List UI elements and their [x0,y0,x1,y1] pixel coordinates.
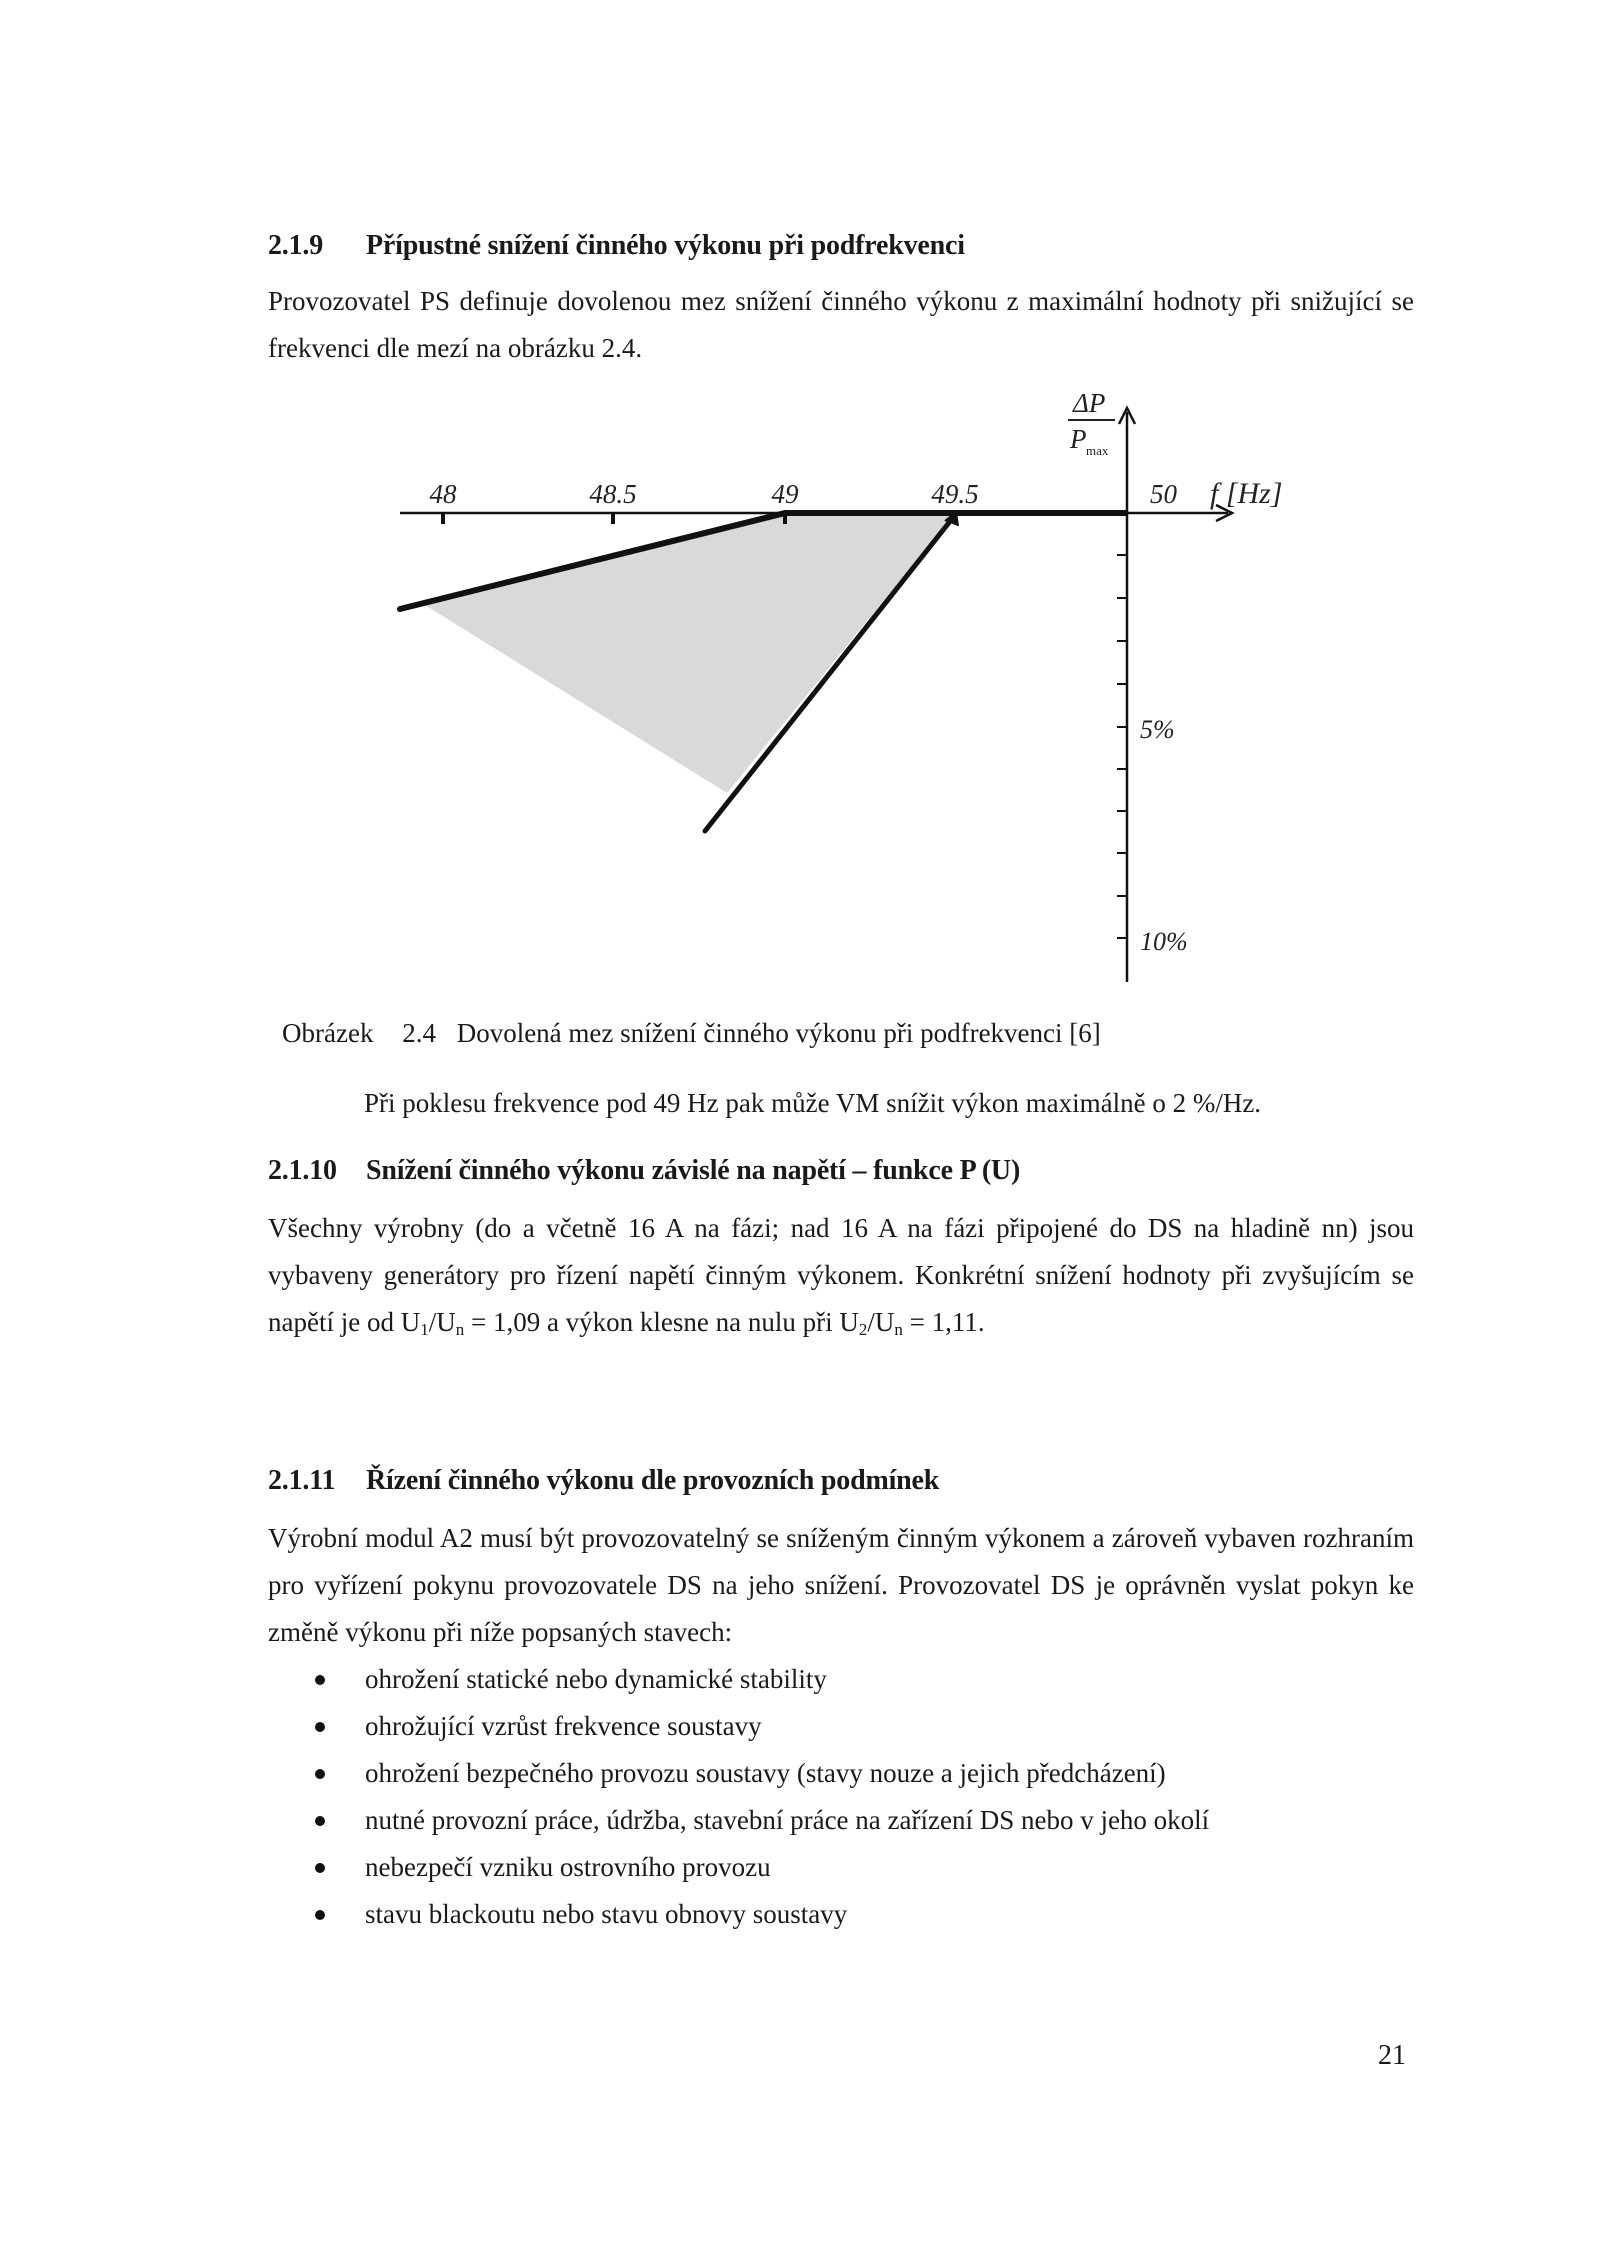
section-2-1-10-paragraph: Všechny výrobny (do a včetně 16 A na fázi; nad 16 A na fázi připojené do DS na hladině nn) jsou vybaveny generátory pro řízení napětí činným výkonem. Konkrétní snížení hodnoty při zvyšujícím se napětí je od $U_1/U_n = 1,09$ a výkon klesne na nulu při $U_2/U_n = 1,11$. [268,1213,1414,1339]
list-item: ohrožení bezpečného provozu soustavy (stavy nouze a jejich předcházení) [268,1750,1468,1797]
bullet-icon [315,1863,325,1873]
paragraph-after-figure: Při poklesu frekvence pod 49 Hz pak může VM snížit výkon maximálně o 2 %/Hz. [364,1088,1262,1118]
section-2-1-11-paragraph: Výrobní modul A2 musí být provozovatelný se sníženým činným výkonem a zároveň vybaven rozhraním pro vyřízení pokynu provozovatele DS na jeho snížení. Provozovatel DS je oprávněn vyslat pokyn ke změně výkonu při níže popsaných stavech: [268,1523,1414,1647]
bullet-icon [315,1722,325,1732]
section-title: Snížení činného výkonu závislé na napětí – funkce P (U) [366,1155,1021,1186]
section-number: 2.1.9 [268,230,324,261]
section-2-1-9-paragraph: Provozovatel PS definuje dovolenou mez snížení činného výkonu z maximální hodnoty při snižující se frekvenci dle mezí na obrázku 2.4. [268,286,1414,363]
x-tick-label: 50 [1150,479,1177,509]
bullet-icon [315,1769,325,1779]
section-2-1-10-heading [268,1155,1020,1187]
page-number: 21 [1378,2040,1406,2071]
list-item: stavu blackoutu nebo stavu obnovy soustavy [268,1891,1468,1938]
allowed-reduction-region [425,513,955,793]
x-tick-label: 48.5 [589,479,637,509]
y-ticks [1117,555,1127,938]
caption-text: Dovolená mez snížení činného výkonu při podfrekvenci [6] [456,1018,1101,1048]
frequency-power-reduction-figure [0,0,1600,1010]
list-item: ohrožení statické nebo dynamické stability [268,1656,1468,1703]
y-axis-label-denominator: P [1070,424,1087,454]
figure-caption [282,1018,1101,1049]
section-number: 2.1.11 [268,1465,336,1496]
caption-prefix: Obrázek [282,1018,374,1048]
list-item: nebezpečí vzniku ostrovního provozu [268,1844,1468,1891]
x-tick-label: 48 [429,479,457,509]
section-title: Přípustné snížení činného výkonu při podfrekvenci [366,230,965,261]
bullet-icon [315,1910,325,1920]
bullet-icon [315,1816,325,1826]
bullet-icon [315,1675,325,1685]
section-2-1-11-heading [268,1465,939,1497]
list-item: nutné provozní práce, údržba, stavební práce na zařízení DS nebo v jeho okolí [268,1797,1468,1844]
x-tick-label: 49.5 [931,479,979,509]
operating-conditions-list [268,1656,1468,1938]
section-title: Řízení činného výkonu dle provozních podmínek [366,1465,940,1496]
section-number: 2.1.10 [268,1155,337,1186]
y-tick-label: 10% [1140,927,1188,956]
caption-number: 2.4 [402,1018,436,1048]
y-tick-label: 5% [1140,715,1175,744]
list-item: ohrožující vzrůst frekvence soustavy [268,1703,1468,1750]
x-axis-label: f [Hz] [1210,477,1283,510]
y-axis-label-denominator-sub: max [1086,443,1109,458]
x-tick-label: 49 [771,479,799,509]
y-axis-label-numerator: ΔP [1073,388,1106,418]
